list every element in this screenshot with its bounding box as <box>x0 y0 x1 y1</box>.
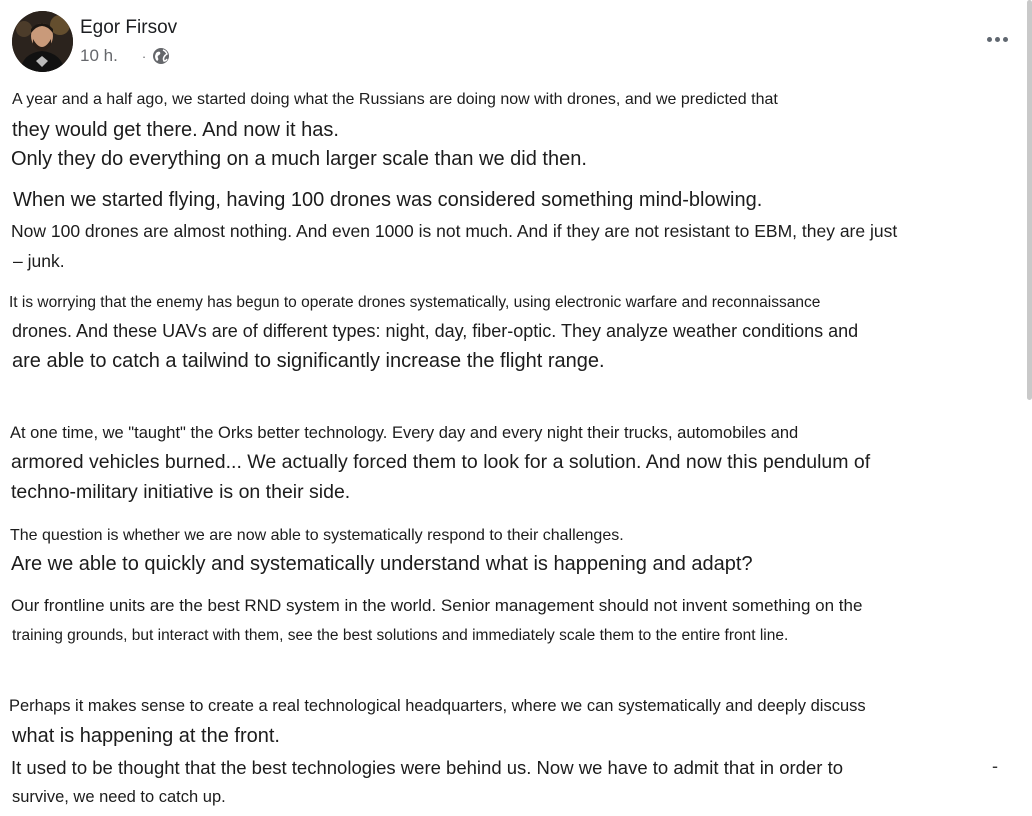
author-avatar[interactable] <box>12 11 73 72</box>
scrollbar[interactable] <box>1027 0 1032 400</box>
post-text-line: – junk. <box>13 251 65 271</box>
more-options-button[interactable] <box>982 29 1012 49</box>
post-text-line: The question is whether we are now able to systematically respond to their challenges. <box>10 527 624 544</box>
post-text-line: Are we able to quickly and systematically understand what is happening and adapt? <box>11 553 753 575</box>
post-text-line: armored vehicles burned... We actually forced them to look for a solution. And now this pendulum of <box>11 451 871 473</box>
author-name[interactable]: Egor Firsov <box>80 17 178 38</box>
post-text-line: they would get there. And now it has. <box>12 119 339 141</box>
globe-icon <box>152 47 170 65</box>
post-text-line: Our frontline units are the best RND system in the world. Senior management should not invent something on the <box>11 596 863 615</box>
post-text-line: It is worrying that the enemy has begun to operate drones systematically, using electronic warfare and reconnaissance <box>9 294 821 311</box>
post-meta <box>80 46 170 66</box>
post-text-line: drones. And these UAVs are of different types: night, day, fiber-optic. They analyze weather conditions and <box>12 321 859 341</box>
post-text-line: survive, we need to catch up. <box>12 788 226 806</box>
post-text-line: techno-military initiative is on their side. <box>11 481 351 503</box>
post-text-line: Now 100 drones are almost nothing. And even 1000 is not much. And if they are not resistant to EBM, they are just <box>11 221 898 241</box>
avatar-portrait-image <box>12 11 73 72</box>
post-time[interactable]: 10 h. <box>80 46 118 65</box>
post-header <box>12 11 1012 73</box>
more-horizontal-icon <box>987 37 992 42</box>
post-text-line: Perhaps it makes sense to create a real technological headquarters, where we can systematically and deeply discuss <box>9 697 866 715</box>
post-text-line: At one time, we "taught" the Orks better technology. Every day and every night their trucks, automobiles and <box>10 424 799 442</box>
post-text-line: A year and a half ago, we started doing what the Russians are doing now with drones, and we predicted that <box>12 91 778 108</box>
post-text-line: training grounds, but interact with them, see the best solutions and immediately scale them to the entire front line. <box>12 627 789 644</box>
post-text-line: When we started flying, having 100 drones was considered something mind-blowing. <box>13 189 763 211</box>
post-text-line: are able to catch a tailwind to significantly increase the flight range. <box>12 350 605 372</box>
post-text-line: Only they do everything on a much larger scale than we did then. <box>11 148 587 170</box>
post-text-line: It used to be thought that the best technologies were behind us. Now we have to admit that in order to <box>11 757 843 778</box>
meta-separator: · <box>141 48 147 64</box>
post-text-line: what is happening at the front. <box>12 725 280 747</box>
stray-mark: - <box>992 756 998 776</box>
